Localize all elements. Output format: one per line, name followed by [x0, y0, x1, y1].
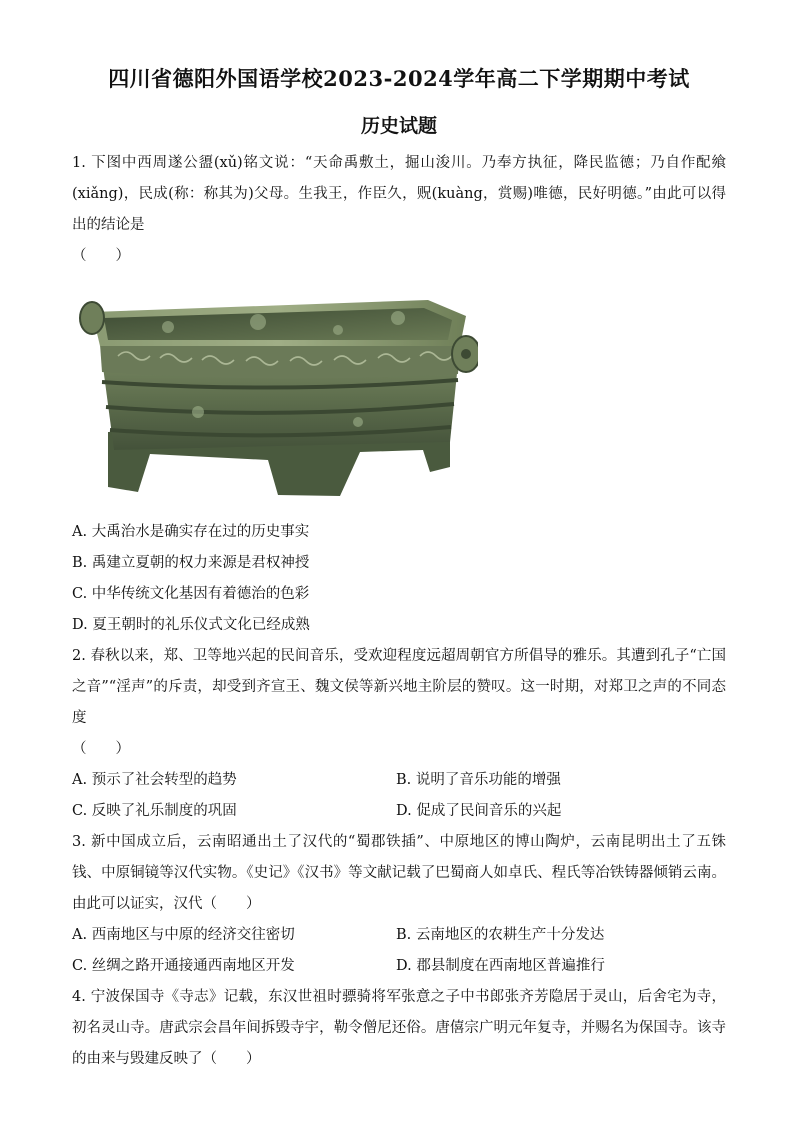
bronze-vessel-photo-icon: [78, 282, 478, 507]
question-2-option-d[interactable]: D. 促成了民间音乐的兴起: [396, 803, 562, 819]
question-2-options: [72, 765, 726, 827]
question-2-stem: 2. 春秋以来，郑、卫等地兴起的民间音乐，受欢迎程度远超周朝官方所倡导的雅乐。其遭到孔子“亡国之音”“淫声”的斥责，却受到齐宣王、魏文侯等新兴地主阶层的赞叹。这一时期，对郑卫之声的不同态度: [72, 648, 726, 726]
question-3-option-d[interactable]: D. 郡县制度在西南地区普遍推行: [396, 958, 605, 974]
question-2-option-b[interactable]: B. 说明了音乐功能的增强: [396, 772, 561, 788]
question-3-option-a[interactable]: A. 西南地区与中原的经济交往密切: [72, 927, 295, 943]
exam-subtitle: 历史试题: [360, 115, 437, 137]
question-1-stem: 1. 下图中西周遂公盨(xǔ)铭文说：“天命禹敷土，掘山浚川。乃奉方执征，降民监德；乃自作配飨(xiǎng)，民成(称：称其为)父母。生我王，作臣久，贶(kuàng，赏赐)唯德，民好明德。”由此可以得出的结论是: [72, 155, 726, 233]
question-3-options: [72, 920, 726, 982]
question-3-option-c[interactable]: C. 丝绸之路开通接通西南地区开发: [72, 958, 295, 974]
question-1-option-c[interactable]: C. 中华传统文化基因有着德治的色彩: [72, 586, 310, 602]
question-4-stem: 4. 宁波保国寺《寺志》记载，东汉世祖时骠骑将军张意之子中书郎张齐芳隐居于灵山，后舍宅为寺，初名灵山寺。唐武宗会昌年间拆毁寺宇，勒令僧尼还俗。唐僖宗广明元年复寺，并赐名为保国寺。该寺的由来与毁建反映了（ ）: [72, 989, 726, 1067]
question-2-answer-paren: （ ）: [72, 741, 130, 757]
question-2: [72, 641, 726, 827]
question-3-option-b[interactable]: B. 云南地区的农耕生产十分发达: [396, 927, 605, 943]
question-1-option-d[interactable]: D. 夏王朝时的礼乐仪式文化已经成熟: [72, 617, 310, 633]
question-2-option-c[interactable]: C. 反映了礼乐制度的巩固: [72, 803, 237, 819]
question-1-option-a[interactable]: A. 大禹治水是确实存在过的历史事实: [72, 524, 310, 540]
question-2-option-a[interactable]: A. 预示了社会转型的趋势: [72, 772, 237, 788]
exam-title: 四川省德阳外国语学校2023-2024学年高二下学期期中考试: [108, 66, 690, 91]
question-1-option-b[interactable]: B. 禹建立夏朝的权力来源是君权神授: [72, 555, 310, 571]
question-1: [72, 148, 726, 641]
question-3: [72, 827, 726, 982]
question-4: [72, 982, 726, 1075]
question-3-stem: 3. 新中国成立后，云南昭通出土了汉代的“蜀郡铁插”、中原地区的博山陶炉，云南昆明出土了五铢钱、中原铜镜等汉代实物。《史记》《汉书》等文献记载了巴蜀商人如卓氏、程氏等冶铁铸器倾销云南。由此可以证实，汉代（ ）: [72, 834, 726, 912]
question-1-answer-paren: （ ）: [72, 248, 130, 264]
